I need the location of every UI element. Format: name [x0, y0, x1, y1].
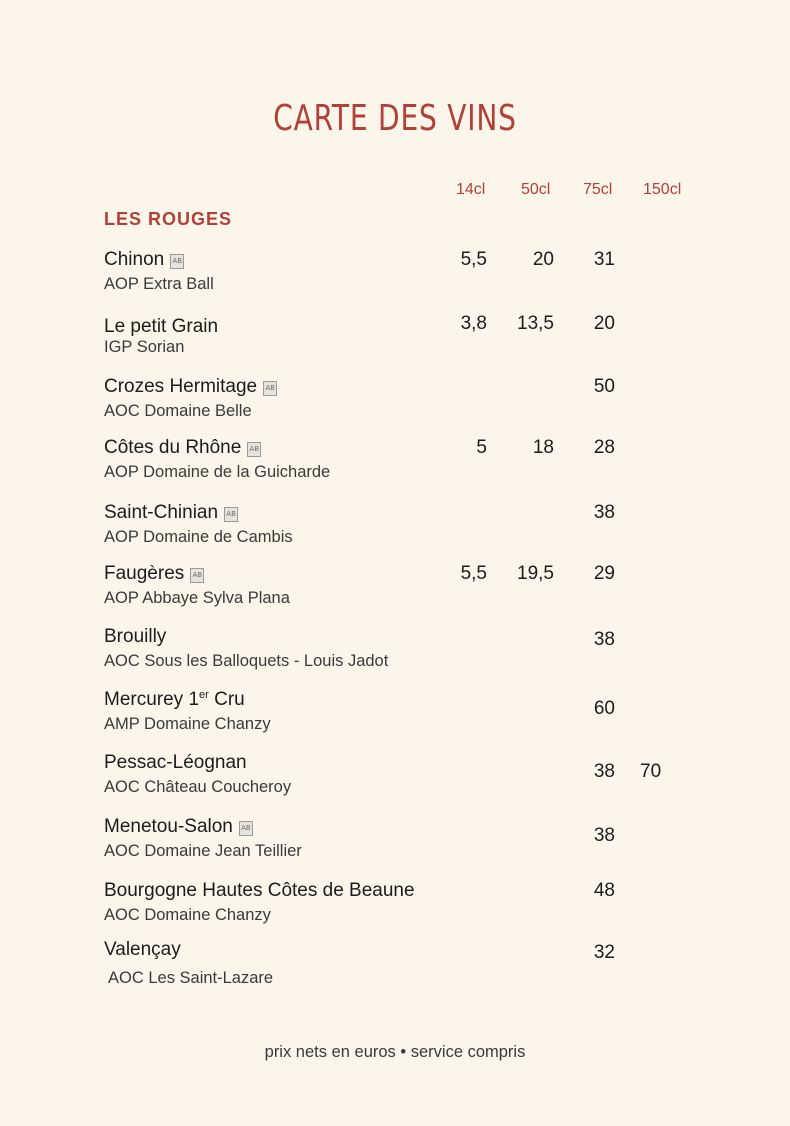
wine-appellation: AOC Sous les Balloquets - Louis Jadot — [104, 652, 389, 670]
wine-item — [104, 689, 271, 734]
wine-name-text: Faugères — [104, 563, 185, 584]
price-75cl: 38 — [593, 502, 615, 523]
wine-appellation: AOC Domaine Chanzy — [104, 906, 271, 924]
wine-item — [104, 939, 273, 988]
organic-label-icon: AB — [190, 568, 204, 583]
price-14cl: 5 — [476, 437, 487, 458]
wine-name-text: Côtes du Rhône — [104, 437, 242, 458]
footer-note: prix nets en euros • service compris — [264, 1043, 526, 1061]
wine-item — [104, 563, 290, 608]
wine-item — [104, 502, 293, 547]
price-75cl: 31 — [593, 249, 615, 270]
page-title: CARTE DES VINS — [273, 98, 517, 139]
wine-item — [104, 816, 302, 861]
wine-appellation: AOP Domaine de Cambis — [104, 528, 293, 546]
price-75cl: 32 — [593, 942, 615, 963]
wine-name — [104, 437, 330, 459]
section-title: LES ROUGES — [104, 209, 233, 229]
wine-name-text: Saint-Chinian — [104, 502, 219, 523]
column-header-14cl: 14cl — [456, 181, 486, 198]
wine-appellation: AOP Extra Ball — [104, 275, 214, 293]
wine-name-text: Bourgogne Hautes Côtes de Beaune — [104, 880, 415, 901]
wine-name — [104, 376, 277, 398]
price-75cl: 48 — [593, 880, 615, 901]
wine-name-text: Crozes Hermitage — [104, 376, 258, 397]
organic-label-icon: AB — [263, 381, 277, 396]
wine-appellation: AOC Domaine Jean Teillier — [104, 842, 302, 860]
price-75cl: 20 — [593, 313, 615, 334]
price-14cl: 5,5 — [460, 563, 487, 584]
price-75cl: 28 — [593, 437, 615, 458]
column-header-75cl: 75cl — [583, 181, 613, 198]
wine-appellation: AOP Domaine de la Guicharde — [104, 463, 331, 481]
wine-item — [104, 880, 415, 925]
organic-label-icon: AB — [170, 254, 184, 269]
wine-appellation: AOP Abbaye Sylva Plana — [104, 589, 290, 607]
price-75cl: 38 — [593, 629, 615, 650]
wine-appellation: AOC Domaine Belle — [104, 402, 252, 420]
wine-appellation: AOC Les Saint-Lazare — [108, 969, 274, 987]
wine-appellation: IGP Sorian — [104, 338, 185, 356]
wine-appellation: AMP Domaine Chanzy — [104, 715, 271, 733]
wine-name — [104, 752, 291, 774]
price-75cl: 60 — [593, 698, 615, 719]
price-50cl: 13,5 — [517, 313, 554, 334]
organic-label-icon: AB — [224, 507, 238, 522]
price-75cl: 29 — [593, 563, 615, 584]
wine-name — [104, 689, 271, 711]
price-75cl: 38 — [593, 825, 615, 846]
wine-item — [104, 376, 277, 421]
wine-name-text: Brouilly — [104, 626, 167, 647]
wine-name-text: Mercurey 1 — [104, 689, 200, 710]
wine-name-text: Valençay — [104, 939, 181, 960]
column-header-150cl: 150cl — [643, 181, 682, 198]
organic-label-icon: AB — [247, 442, 261, 457]
price-50cl: 20 — [532, 249, 554, 270]
wine-name-superscript: er — [199, 689, 209, 701]
wine-item — [104, 437, 330, 482]
wine-item — [104, 249, 214, 294]
wine-name-suffix: Cru — [208, 689, 245, 710]
wine-name — [104, 626, 388, 648]
wine-name — [104, 939, 273, 961]
price-75cl: 38 — [593, 761, 615, 782]
wine-name — [104, 816, 302, 838]
wine-name-text: Pessac-Léognan — [104, 752, 247, 773]
wine-name — [104, 563, 290, 585]
wine-item — [104, 626, 388, 671]
wine-item — [104, 316, 218, 357]
wine-item — [104, 752, 291, 797]
wine-name — [104, 502, 293, 524]
wine-appellation: AOC Château Coucheroy — [104, 778, 292, 796]
price-50cl: 18 — [532, 437, 554, 458]
wine-name-text: Chinon — [104, 249, 165, 270]
wine-name-text: Le petit Grain — [104, 316, 219, 337]
wine-name — [104, 249, 214, 271]
price-14cl: 3,8 — [460, 313, 487, 334]
wine-name — [104, 880, 415, 902]
price-50cl: 19,5 — [517, 563, 554, 584]
wine-name-text: Menetou-Salon — [104, 816, 233, 837]
price-150cl: 70 — [640, 761, 662, 782]
wine-name — [104, 316, 218, 338]
price-14cl: 5,5 — [460, 249, 487, 270]
price-75cl: 50 — [593, 376, 615, 397]
column-header-50cl: 50cl — [521, 181, 551, 198]
organic-label-icon: AB — [239, 821, 253, 836]
